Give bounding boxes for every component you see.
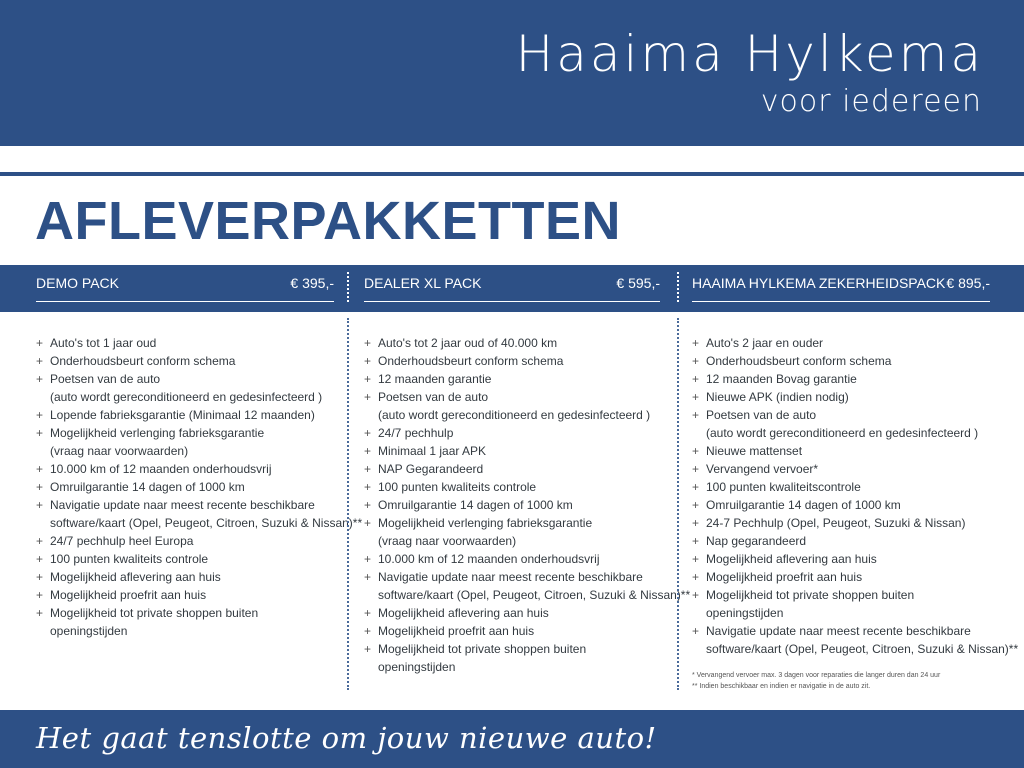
feature-text: Navigatie update naar meest recente beschikbare bbox=[706, 624, 971, 638]
feature-item bbox=[364, 550, 690, 568]
feature-text: Mogelijkheid verlenging fabrieksgarantie bbox=[50, 426, 265, 440]
plus-bullet-icon: + bbox=[36, 588, 44, 602]
feature-text: Mogelijkheid aflevering aan huis bbox=[706, 552, 877, 566]
feature-item bbox=[692, 334, 1018, 352]
feature-text: Omruilgarantie 14 dagen of 1000 km bbox=[50, 480, 245, 494]
package-name: HAAIMA HYLKEMA ZEKERHEIDSPACK bbox=[692, 275, 946, 291]
feature-text: Mogelijkheid verlenging fabrieksgarantie bbox=[378, 516, 593, 530]
feature-item-continuation bbox=[692, 640, 1018, 658]
feature-item bbox=[36, 604, 362, 622]
plus-bullet-icon: + bbox=[692, 462, 700, 476]
feature-item bbox=[36, 460, 362, 478]
feature-item bbox=[692, 406, 1018, 424]
feature-text: Mogelijkheid aflevering aan huis bbox=[378, 606, 549, 620]
feature-text: 10.000 km of 12 maanden onderhoudsvrij bbox=[50, 462, 272, 476]
feature-item bbox=[364, 478, 690, 496]
feature-item bbox=[36, 532, 362, 550]
feature-text: (vraag naar voorwaarden) bbox=[50, 444, 189, 458]
feature-item bbox=[36, 568, 362, 586]
feature-item bbox=[364, 514, 690, 532]
plus-bullet-icon: + bbox=[36, 498, 44, 512]
plus-bullet-icon: + bbox=[692, 624, 700, 638]
feature-text: Auto's tot 2 jaar oud of 40.000 km bbox=[378, 336, 558, 350]
plus-bullet-icon: + bbox=[692, 480, 700, 494]
feature-item bbox=[364, 640, 690, 658]
feature-item bbox=[692, 496, 1018, 514]
plus-bullet-icon: + bbox=[692, 552, 700, 566]
feature-text: Nieuwe APK (indien nodig) bbox=[706, 390, 849, 404]
feature-text: Onderhoudsbeurt conform schema bbox=[378, 354, 564, 368]
feature-text: Omruilgarantie 14 dagen of 1000 km bbox=[706, 498, 901, 512]
plus-bullet-icon: + bbox=[692, 534, 700, 548]
feature-item bbox=[364, 352, 690, 370]
feature-text: Onderhoudsbeurt conform schema bbox=[50, 354, 236, 368]
feature-item bbox=[692, 514, 1018, 532]
feature-text: 10.000 km of 12 maanden onderhoudsvrij bbox=[378, 552, 600, 566]
feature-text: Vervangend vervoer* bbox=[706, 462, 819, 476]
feature-item bbox=[364, 604, 690, 622]
feature-item bbox=[692, 532, 1018, 550]
plus-bullet-icon: + bbox=[36, 480, 44, 494]
feature-text: openingstijden bbox=[50, 624, 128, 638]
plus-bullet-icon: + bbox=[364, 480, 372, 494]
slogan: Het gaat tenslotte om jouw nieuwe auto! bbox=[36, 721, 657, 755]
feature-item bbox=[364, 568, 690, 586]
feature-item bbox=[36, 478, 362, 496]
footnote: * Vervangend vervoer max. 3 dagen voor reparaties die langer duren dan 24 uur bbox=[692, 672, 941, 679]
feature-text: software/kaart (Opel, Peugeot, Citroen, Suzuki & Nissan)** bbox=[706, 642, 1019, 656]
feature-item-continuation bbox=[364, 532, 690, 550]
plus-bullet-icon: + bbox=[36, 372, 44, 386]
feature-text: 100 punten kwaliteits controle bbox=[50, 552, 209, 566]
feature-text: Onderhoudsbeurt conform schema bbox=[706, 354, 892, 368]
plus-bullet-icon: + bbox=[692, 444, 700, 458]
feature-item-continuation bbox=[692, 604, 1018, 622]
feature-text: software/kaart (Opel, Peugeot, Citroen, Suzuki & Nissan)** bbox=[378, 588, 691, 602]
package-features-dealer-xl bbox=[364, 334, 690, 676]
feature-item bbox=[36, 424, 362, 442]
package-price: € 895,- bbox=[946, 275, 990, 291]
plus-bullet-icon: + bbox=[36, 336, 44, 350]
brand-tagline: voor iedereen bbox=[760, 84, 982, 119]
plus-bullet-icon: + bbox=[692, 516, 700, 530]
package-name: DEALER XL PACK bbox=[364, 275, 482, 291]
feature-item bbox=[36, 370, 362, 388]
feature-text: Mogelijkheid tot private shoppen buiten bbox=[378, 642, 587, 656]
feature-item bbox=[36, 586, 362, 604]
feature-item bbox=[36, 334, 362, 352]
feature-text: openingstijden bbox=[378, 660, 456, 674]
package-header-zekerheid bbox=[692, 265, 990, 302]
feature-item bbox=[364, 424, 690, 442]
feature-text: Poetsen van de auto bbox=[378, 390, 489, 404]
feature-text: (auto wordt gereconditioneerd en gedesinfecteerd ) bbox=[50, 390, 323, 404]
feature-text: 100 punten kwaliteits controle bbox=[378, 480, 537, 494]
plus-bullet-icon: + bbox=[692, 408, 700, 422]
plus-bullet-icon: + bbox=[364, 354, 372, 368]
plus-bullet-icon: + bbox=[364, 390, 372, 404]
plus-bullet-icon: + bbox=[364, 462, 372, 476]
feature-text: 24/7 pechhulp heel Europa bbox=[50, 534, 194, 548]
brand-name: Haaima Hylkema bbox=[515, 25, 984, 83]
feature-item-continuation bbox=[36, 622, 362, 640]
feature-text: NAP Gegarandeerd bbox=[378, 462, 484, 476]
feature-text: 24-7 Pechhulp (Opel, Peugeot, Suzuki & Nissan) bbox=[706, 516, 966, 530]
feature-text: (auto wordt gereconditioneerd en gedesinfecteerd ) bbox=[706, 426, 979, 440]
plus-bullet-icon: + bbox=[36, 354, 44, 368]
feature-text: openingstijden bbox=[706, 606, 784, 620]
feature-text: Poetsen van de auto bbox=[706, 408, 817, 422]
feature-item bbox=[692, 568, 1018, 586]
feature-item bbox=[692, 352, 1018, 370]
feature-text: Navigatie update naar meest recente beschikbare bbox=[50, 498, 315, 512]
feature-item bbox=[364, 334, 690, 352]
feature-text: Mogelijkheid aflevering aan huis bbox=[50, 570, 221, 584]
plus-bullet-icon: + bbox=[36, 534, 44, 548]
package-price: € 595,- bbox=[616, 275, 660, 291]
plus-bullet-icon: + bbox=[692, 570, 700, 584]
feature-item-continuation bbox=[364, 658, 690, 676]
divider-line bbox=[0, 172, 1024, 176]
feature-item bbox=[692, 622, 1018, 640]
feature-text: Mogelijkheid proefrit aan huis bbox=[706, 570, 863, 584]
feature-text: Poetsen van de auto bbox=[50, 372, 161, 386]
plus-bullet-icon: + bbox=[364, 552, 372, 566]
package-features-demo bbox=[36, 334, 362, 640]
feature-text: Nap gegarandeerd bbox=[706, 534, 807, 548]
feature-text: (auto wordt gereconditioneerd en gedesinfecteerd ) bbox=[378, 408, 651, 422]
plus-bullet-icon: + bbox=[36, 606, 44, 620]
plus-bullet-icon: + bbox=[692, 354, 700, 368]
feature-item-continuation bbox=[692, 424, 1018, 442]
plus-bullet-icon: + bbox=[364, 444, 372, 458]
feature-text: Mogelijkheid proefrit aan huis bbox=[378, 624, 535, 638]
plus-bullet-icon: + bbox=[692, 390, 700, 404]
feature-text: Omruilgarantie 14 dagen of 1000 km bbox=[378, 498, 573, 512]
feature-text: Mogelijkheid proefrit aan huis bbox=[50, 588, 207, 602]
feature-item bbox=[36, 550, 362, 568]
page-title: AFLEVERPAKKETTEN bbox=[35, 191, 622, 251]
feature-text: (vraag naar voorwaarden) bbox=[378, 534, 517, 548]
feature-item bbox=[364, 442, 690, 460]
feature-text: Navigatie update naar meest recente beschikbare bbox=[378, 570, 643, 584]
footnotes bbox=[692, 670, 940, 692]
package-price: € 395,- bbox=[290, 275, 334, 291]
feature-text: Mogelijkheid tot private shoppen buiten bbox=[50, 606, 259, 620]
plus-bullet-icon: + bbox=[364, 570, 372, 584]
feature-item-continuation bbox=[36, 442, 362, 460]
feature-text: 12 maanden garantie bbox=[378, 372, 492, 386]
feature-text: Nieuwe mattenset bbox=[706, 444, 803, 458]
plus-bullet-icon: + bbox=[364, 624, 372, 638]
plus-bullet-icon: + bbox=[364, 498, 372, 512]
package-name: DEMO PACK bbox=[36, 275, 119, 291]
feature-item-continuation bbox=[364, 406, 690, 424]
feature-text: 100 punten kwaliteitscontrole bbox=[706, 480, 861, 494]
feature-text: Lopende fabrieksgarantie (Minimaal 12 maanden) bbox=[50, 408, 315, 422]
plus-bullet-icon: + bbox=[36, 462, 44, 476]
feature-item bbox=[364, 622, 690, 640]
feature-item bbox=[364, 370, 690, 388]
plus-bullet-icon: + bbox=[692, 498, 700, 512]
feature-item bbox=[692, 586, 1018, 604]
feature-text: Minimaal 1 jaar APK bbox=[378, 444, 487, 458]
footnote: ** Indien beschikbaar en indien er navigatie in de auto zit. bbox=[692, 683, 871, 690]
package-header-demo bbox=[36, 265, 334, 302]
feature-item-continuation bbox=[36, 514, 362, 532]
plus-bullet-icon: + bbox=[36, 552, 44, 566]
plus-bullet-icon: + bbox=[364, 372, 372, 386]
feature-item bbox=[36, 352, 362, 370]
header-separator bbox=[347, 272, 351, 302]
column-separator bbox=[347, 318, 349, 690]
header-separator bbox=[677, 272, 681, 302]
feature-item-continuation bbox=[36, 388, 362, 406]
feature-text: Auto's tot 1 jaar oud bbox=[50, 336, 157, 350]
feature-text: 12 maanden Bovag garantie bbox=[706, 372, 857, 386]
plus-bullet-icon: + bbox=[692, 336, 700, 350]
plus-bullet-icon: + bbox=[692, 372, 700, 386]
feature-item bbox=[692, 442, 1018, 460]
plus-bullet-icon: + bbox=[364, 426, 372, 440]
feature-text: Mogelijkheid tot private shoppen buiten bbox=[706, 588, 915, 602]
feature-item bbox=[692, 370, 1018, 388]
column-separator bbox=[677, 318, 679, 690]
feature-item bbox=[692, 388, 1018, 406]
plus-bullet-icon: + bbox=[36, 408, 44, 422]
plus-bullet-icon: + bbox=[364, 606, 372, 620]
plus-bullet-icon: + bbox=[36, 570, 44, 584]
plus-bullet-icon: + bbox=[364, 642, 372, 656]
feature-item bbox=[36, 406, 362, 424]
feature-item bbox=[364, 388, 690, 406]
feature-text: software/kaart (Opel, Peugeot, Citroen, Suzuki & Nissan)** bbox=[50, 516, 363, 530]
feature-text: Auto's 2 jaar en ouder bbox=[706, 336, 824, 350]
feature-item bbox=[692, 478, 1018, 496]
feature-item bbox=[364, 496, 690, 514]
plus-bullet-icon: + bbox=[364, 336, 372, 350]
plus-bullet-icon: + bbox=[364, 516, 372, 530]
feature-item-continuation bbox=[364, 586, 690, 604]
package-header-dealer-xl bbox=[364, 265, 660, 302]
plus-bullet-icon: + bbox=[36, 426, 44, 440]
plus-bullet-icon: + bbox=[692, 588, 700, 602]
feature-item bbox=[36, 496, 362, 514]
feature-item bbox=[692, 460, 1018, 478]
feature-text: 24/7 pechhulp bbox=[378, 426, 454, 440]
feature-item bbox=[364, 460, 690, 478]
package-features-zekerheid bbox=[692, 334, 1018, 658]
feature-item bbox=[692, 550, 1018, 568]
